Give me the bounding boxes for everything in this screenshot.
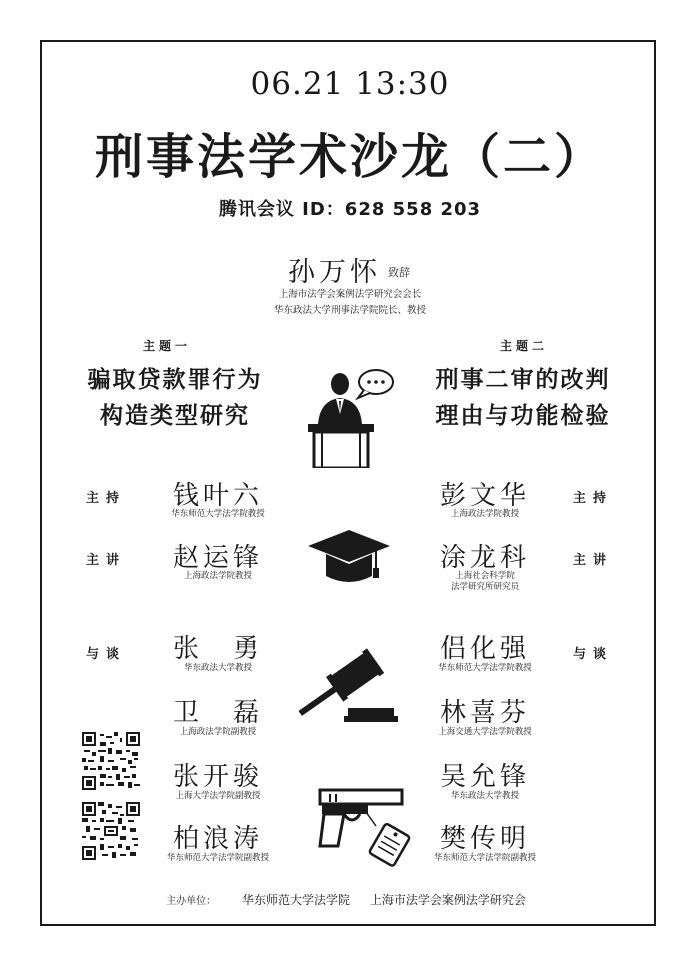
left-discussant-affiliation: 上海大学法学院副教授 <box>175 791 261 801</box>
theme1-title <box>70 362 280 434</box>
event-datetime: 06.21 13:30 <box>250 66 450 102</box>
right-discussant-affiliation: 华东师范大学法学院副教授 <box>433 853 536 863</box>
discussant-label-left: 与谈 <box>86 647 127 662</box>
left-discussant-affiliation: 华东师范大学法学院副教授 <box>166 853 269 863</box>
left-discussant-affiliation: 华东政法大学教授 <box>183 663 252 673</box>
organizers-label: 主办单位： <box>166 896 217 907</box>
organizer-name: 上海市法学会案例法学研究会 <box>369 893 526 907</box>
right-discussant-name: 樊传明 <box>439 824 530 854</box>
opening-speaker-title: 上海市法学会案例法学研究会会长 <box>278 289 422 300</box>
event-title: 刑事法学术沙龙（二） <box>94 129 605 185</box>
right-host-name: 彭文华 <box>439 481 530 511</box>
left-discussant-affiliation: 上海政法学院副教授 <box>179 727 257 737</box>
left-discussant-name: 张开骏 <box>172 762 263 792</box>
right-speaker-affiliation <box>415 571 555 593</box>
right-speaker-affiliation-line: 法学研究所研究员 <box>450 582 519 592</box>
right-host-affiliation: 上海政法学院教授 <box>450 509 519 519</box>
speaker-label-right: 主讲 <box>573 553 614 568</box>
organizer-name: 华东师范大学法学院 <box>241 893 350 907</box>
gavel-icon <box>286 648 398 724</box>
opening-speaker-name: 孙万怀 <box>288 257 381 288</box>
left-speaker-affiliation: 上海政法学院教授 <box>183 571 252 581</box>
theme1-title-line: 构造类型研究 <box>100 402 250 429</box>
speaker-podium-icon <box>300 366 400 468</box>
right-discussant-name: 林喜芬 <box>439 698 530 728</box>
left-host-affiliation: 华东师范大学法学院教授 <box>171 509 265 519</box>
theme1-title-line: 骗取贷款罪行为 <box>87 366 263 393</box>
host-label-right: 主持 <box>573 491 614 506</box>
left-speaker-name: 赵运锋 <box>172 543 263 573</box>
right-discussant-name: 吴允锋 <box>439 762 530 792</box>
qr-code-icon[interactable] <box>82 802 140 860</box>
opening-speaker-role: 致辞 <box>388 266 410 279</box>
left-host-name: 钱叶六 <box>172 481 263 511</box>
speaker-label-left: 主讲 <box>86 553 127 568</box>
theme2-title <box>418 362 628 434</box>
opening-speaker-title: 华东政法大学刑事法学院院长、教授 <box>273 305 426 316</box>
right-discussant-affiliation: 上海交通大学法学院教授 <box>438 727 532 737</box>
theme2-label: 主题二 <box>500 339 549 353</box>
discussant-label-right: 与谈 <box>573 647 614 662</box>
organizers-footer <box>0 891 700 908</box>
right-speaker-name: 涂龙科 <box>439 543 530 573</box>
qr-code-icon[interactable] <box>82 732 140 790</box>
right-speaker-affiliation-line: 上海社会科学院 <box>455 571 515 581</box>
host-label-left: 主持 <box>86 491 127 506</box>
right-discussant-name: 侣化强 <box>439 634 530 664</box>
left-discussant-name: 柏浪涛 <box>172 824 263 854</box>
right-discussant-affiliation: 华东政法大学教授 <box>450 791 519 801</box>
graduation-cap-icon <box>306 528 392 590</box>
meeting-id: 腾讯会议 ID：628 558 203 <box>218 199 482 220</box>
handgun-evidence-icon <box>316 784 416 870</box>
right-discussant-affiliation: 华东师范大学法学院教授 <box>438 663 532 673</box>
theme2-title-line: 理由与功能检验 <box>435 402 611 429</box>
left-discussant-name: 卫 磊 <box>172 698 263 728</box>
theme1-label: 主题一 <box>143 339 192 353</box>
left-discussant-name: 张 勇 <box>172 634 263 664</box>
theme2-title-line: 刑事二审的改判 <box>435 366 611 393</box>
